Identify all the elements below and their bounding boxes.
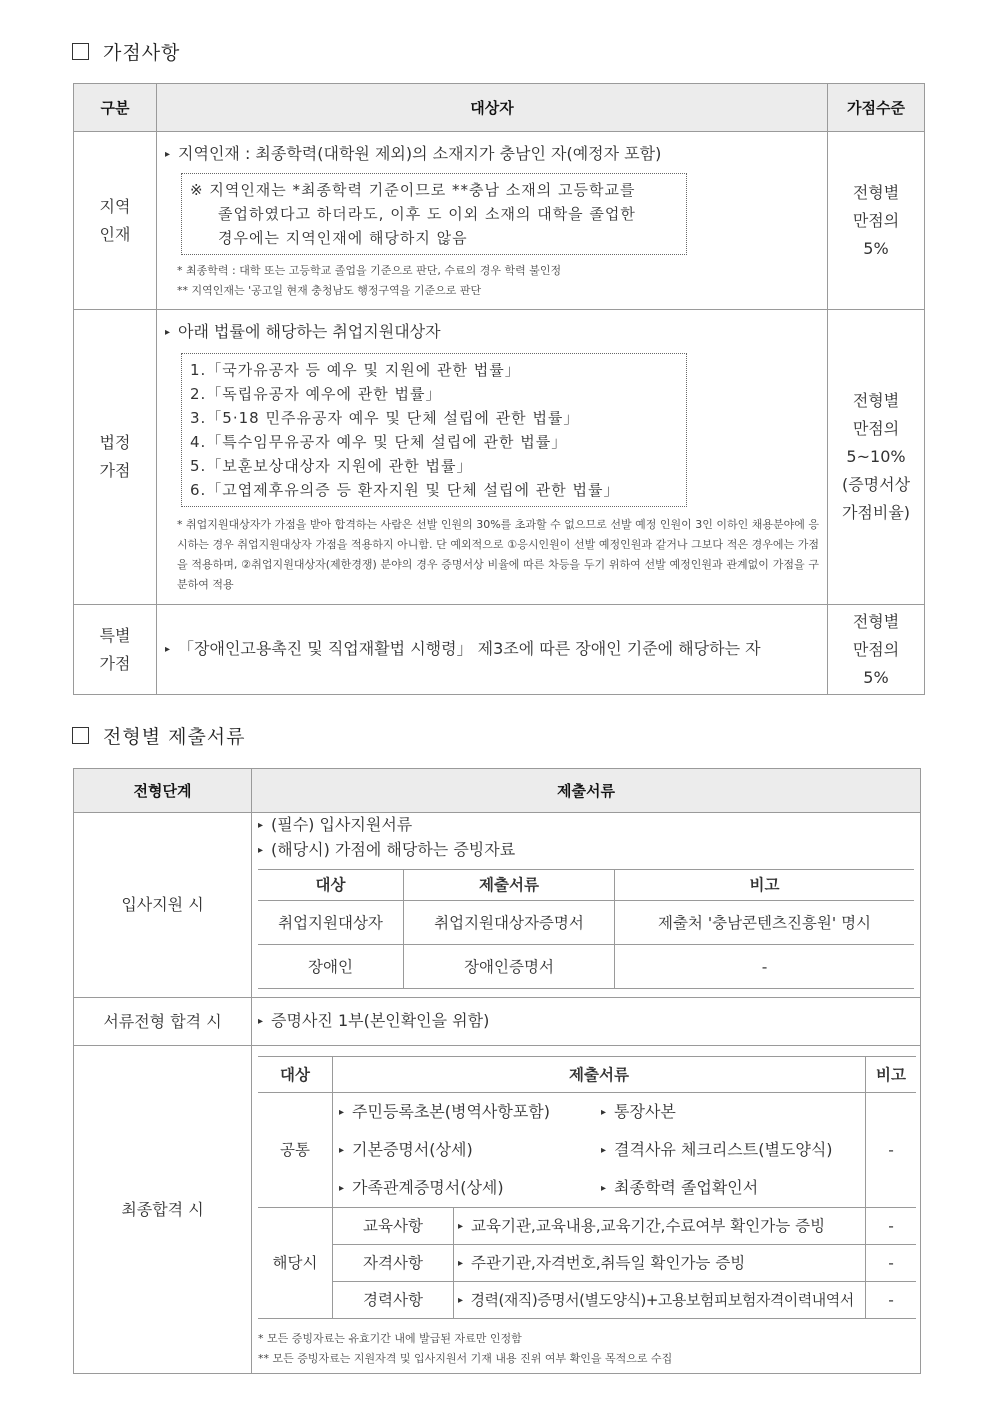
local-notice-box: ※ 지역인재는 *최종학력 기준이므로 **충남 소재의 고등학교를 졸업하였다고 하더라도, 이후 도 이외 소재의 대학을 졸업한 경우에는 지역인재에 해당하지 않음 [181, 173, 687, 255]
final-subtable: 대상 제출서류 비고 공통 ▸ 주민등록초본(병역사항포함) ▸ 기본증명서(상세) ▸ 가족관계증명서(상세) ▸ 통장사본 ▸ 결격사유 체크리스트(별도양식) ▸ 최종학력 졸업확인서 - 해당시 교육사항 ▸ 교육기관,교육내용,교육기간,수료여부 확인가능 증빙 - 자격사항 ▸ 주관기관,자격번호,취득일 확인가능 증빙 - 경력사항 ▸ 경력(재직)증명서(별도양식)+고용보험피보험자격이력내역서 - [258, 1056, 916, 1319]
header-documents: 제출서류 [252, 769, 921, 813]
apply-bullet-optional: ▸ (해당시) 가점에 해당하는 증빙자료 [258, 838, 914, 863]
local-bullet: ▸ 지역인재 : 최종학력(대학원 제외)의 소재지가 충남인 자(예정자 포함) [165, 142, 819, 167]
list-item: ▸ 가족관계증명서(상세) [339, 1169, 601, 1207]
row-apply [74, 813, 921, 998]
common-docs-row: 공통 ▸ 주민등록초본(병역사항포함) ▸ 기본증명서(상세) ▸ 가족관계증명서(상세) ▸ 통장사본 ▸ 결격사유 체크리스트(별도양식) ▸ 최종학력 졸업확인서 - [258, 1093, 916, 1208]
final-note-2: ** 모든 증빙자료는 지원자격 및 입사지원서 기재 내용 진위 여부 확인을 목적으로 수집 [258, 1352, 673, 1365]
local-note-1: * 최종학력 : 대학 또는 고등학교 졸업을 기준으로 판단, 수료의 경우 학력 불인정 [177, 264, 562, 277]
special-bullet: ▸ 「장애인고용촉진 및 직업재활법 시행령」 제3조에 따른 장애인 기준에 해당하는 자 [165, 637, 819, 662]
stage-apply: 입사지원 시 [74, 813, 252, 998]
apply-bullet-required: ▸ (필수) 입사지원서류 [258, 813, 914, 838]
doc-pass-bullet: ▸ 증명사진 1부(본인확인을 위함) [258, 1009, 914, 1034]
list-item: ▸ 최종학력 졸업확인서 [601, 1169, 859, 1207]
level-local: 전형별 만점의 5% [828, 132, 925, 310]
law-item: 2.「독립유공자 예우에 관한 법률」 [190, 385, 442, 403]
laws-box [181, 353, 687, 507]
law-item: 6.「고엽제후유의증 등 환자지원 및 단체 설립에 관한 법률」 [190, 481, 620, 499]
level-special: 전형별 만점의 5% [828, 605, 925, 695]
section-title-documents: 전형별 제출서류 [72, 722, 246, 749]
category-legal: 법정 가점 [74, 310, 157, 605]
law-item: 5.「보훈보상대상자 지원에 관한 법률」 [190, 457, 473, 475]
section-title-bonus: 가점사항 [72, 38, 180, 65]
bonus-table [73, 83, 925, 695]
header-target: 대상자 [157, 84, 828, 132]
row-special-bonus [74, 605, 925, 695]
table-row: 자격사항 ▸ 주관기관,자격번호,취득일 확인가능 증빙 - [258, 1245, 916, 1282]
stage-final: 최종합격 시 [74, 1046, 252, 1374]
table-row: 장애인 장애인증명서 - [258, 945, 914, 989]
apply-subtable: 대상 제출서류 비고 취업지원대상자 취업지원대상자증명서 제출처 '충남콘텐츠진흥원' 명시 장애인 장애인증명서 - [258, 869, 914, 989]
stage-doc-pass: 서류전형 합격 시 [74, 998, 252, 1046]
law-item: 3.「5·18 민주유공자 예우 및 단체 설립에 관한 법률」 [190, 409, 580, 427]
header-level: 가점수준 [828, 84, 925, 132]
table-header-row [74, 84, 925, 132]
header-stage: 전형단계 [74, 769, 252, 813]
list-item: ▸ 기본증명서(상세) [339, 1131, 601, 1169]
table-row: 취업지원대상자 취업지원대상자증명서 제출처 '충남콘텐츠진흥원' 명시 [258, 901, 914, 945]
row-doc-pass [74, 998, 921, 1046]
table-header-row [74, 769, 921, 813]
list-item: ▸ 통장사본 [601, 1093, 859, 1131]
list-item: ▸ 결격사유 체크리스트(별도양식) [601, 1131, 859, 1169]
table-row: 경력사항 ▸ 경력(재직)증명서(별도양식)+고용보험피보험자격이력내역서 - [258, 1282, 916, 1319]
category-special: 특별 가점 [74, 605, 157, 695]
list-item: ▸ 주민등록초본(병역사항포함) [339, 1093, 601, 1131]
header-category: 구분 [74, 84, 157, 132]
final-note-1: * 모든 증빙자료는 유효기간 내에 발급된 자료만 인정함 [258, 1332, 522, 1345]
documents-table [73, 768, 921, 1374]
legal-bullet: ▸ 아래 법률에 해당하는 취업지원대상자 [165, 320, 819, 345]
law-item: 4.「특수임무유공자 예우 및 단체 설립에 관한 법률」 [190, 433, 568, 451]
legal-note: * 취업지원대상자가 가점을 받아 합격하는 사람은 선발 인원의 30%를 초과할 수 없으므로 선발 예정 인원이 3인 이하인 채용분야에 응시하는 경우 취업지원대상자 가점을 적용하지 아니함. 단 예외적으로 ①응시인원이 선발 예정인원과 같거나 그보다 적은 경우에는 가점을 적용하며, ②취업지원대상자(제한경쟁) 분야의 경우 증명서상 비율에 따른 차등을 두기 위하여 선발 예정인원과 관계없이 가점을 구분하여 적용 [177, 518, 819, 591]
level-legal: 전형별 만점의 5~10% (증명서상 가점비율) [828, 310, 925, 605]
category-local: 지역 인재 [74, 132, 157, 310]
checkbox-square-icon [72, 727, 89, 744]
row-local-talent [74, 132, 925, 310]
table-row: 해당시 교육사항 ▸ 교육기관,교육내용,교육기간,수료여부 확인가능 증빙 - [258, 1208, 916, 1245]
row-final [74, 1046, 921, 1374]
law-item: 1.「국가유공자 등 예우 및 지원에 관한 법률」 [190, 361, 521, 379]
row-legal-bonus [74, 310, 925, 605]
checkbox-square-icon [72, 43, 89, 60]
local-note-2: ** 지역인재는 '공고일 현재 충청남도 행정구역을 기준으로 판단 [177, 284, 482, 297]
